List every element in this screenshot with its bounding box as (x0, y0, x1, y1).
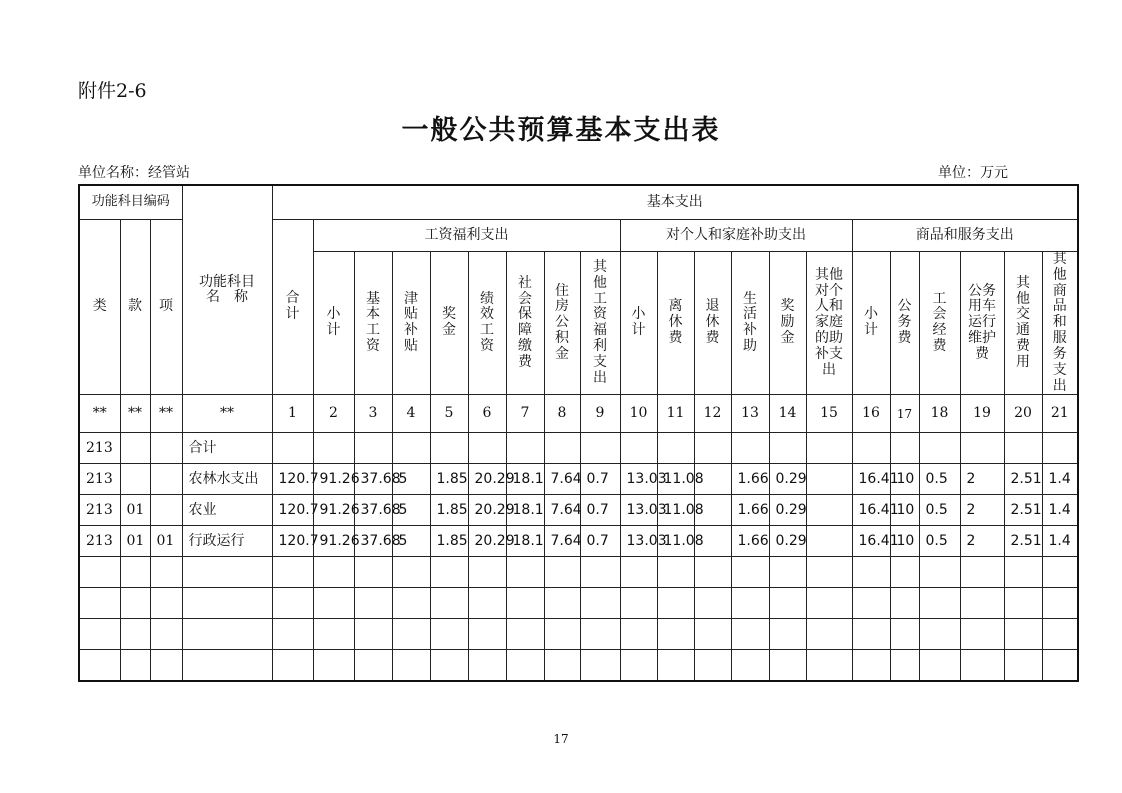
cell-value (806, 588, 852, 619)
cell-value: 5 (392, 526, 430, 557)
cell-value: 0.7 (580, 526, 620, 557)
cell-value (657, 433, 694, 464)
cell-lei: 213 (79, 464, 120, 495)
cell-value (960, 650, 1004, 682)
cell-kuan (120, 650, 150, 682)
header-personal-group: 对个人和家庭补助支出 (620, 220, 852, 252)
cell-value (468, 433, 506, 464)
header-housing: 住房公积金 (544, 252, 580, 395)
cell-value: 1.66 (731, 464, 769, 495)
header-perf-wage: 绩效工资 (468, 252, 506, 395)
index-cell: ** (150, 395, 182, 433)
cell-value: 120.7 (272, 495, 313, 526)
cell-value (919, 588, 960, 619)
cell-value (890, 588, 919, 619)
cell-value (852, 433, 890, 464)
cell-value (1004, 588, 1042, 619)
cell-xiang (150, 433, 182, 464)
cell-value (1042, 588, 1078, 619)
cell-lei: 213 (79, 433, 120, 464)
cell-xiang (150, 557, 182, 588)
cell-value (852, 650, 890, 682)
cell-lei (79, 588, 120, 619)
cell-value: 20.29 (468, 526, 506, 557)
cell-value: 1.4 (1042, 464, 1078, 495)
cell-value (806, 557, 852, 588)
cell-name (182, 588, 272, 619)
index-row (79, 395, 1078, 433)
cell-value: 7.64 (544, 495, 580, 526)
cell-value (731, 588, 769, 619)
header-other-personal: 其他对个人和家庭的助补支出 (806, 252, 852, 395)
cell-value: 0.29 (769, 495, 806, 526)
cell-value: 20.29 (468, 464, 506, 495)
cell-value: 11.08 (657, 464, 694, 495)
cell-value: 0.7 (580, 464, 620, 495)
cell-value (806, 495, 852, 526)
cell-value (960, 588, 1004, 619)
header-retire: 退休费 (694, 252, 731, 395)
header-bonus: 奖金 (430, 252, 468, 395)
cell-value (354, 433, 392, 464)
table-row (79, 650, 1078, 682)
cell-value: 2.51 (1004, 526, 1042, 557)
cell-value: 91.26 (313, 495, 354, 526)
header-reward: 奖励金 (769, 252, 806, 395)
cell-name (182, 650, 272, 682)
index-cell: 8 (544, 395, 580, 433)
cell-kuan: 01 (120, 526, 150, 557)
cell-value (769, 588, 806, 619)
header-transport: 其他交通费用 (1004, 252, 1042, 395)
cell-value (890, 557, 919, 588)
header-wage-subtotal: 小计 (313, 252, 354, 395)
cell-value: 0.29 (769, 464, 806, 495)
cell-value (506, 650, 544, 682)
cell-value: 1.4 (1042, 526, 1078, 557)
cell-value (430, 433, 468, 464)
cell-value: 120.7 (272, 464, 313, 495)
cell-kuan (120, 588, 150, 619)
index-cell: 12 (694, 395, 731, 433)
cell-value (392, 433, 430, 464)
cell-value (392, 650, 430, 682)
cell-value: 2 (960, 464, 1004, 495)
cell-value: 1.66 (731, 526, 769, 557)
cell-value (1042, 650, 1078, 682)
header-goods-group: 商品和服务支出 (852, 220, 1078, 252)
cell-value (506, 557, 544, 588)
index-cell: 14 (769, 395, 806, 433)
cell-value (313, 557, 354, 588)
cell-value: 7.64 (544, 526, 580, 557)
page-title: 一般公共预算基本支出表 (401, 115, 721, 146)
index-cell: 5 (430, 395, 468, 433)
cell-value (468, 650, 506, 682)
cell-value (852, 557, 890, 588)
cell-value: 16.41 (852, 495, 890, 526)
cell-value (1042, 433, 1078, 464)
cell-xiang (150, 619, 182, 650)
cell-name: 农林水支出 (182, 464, 272, 495)
cell-value: 91.26 (313, 464, 354, 495)
index-cell: 1 (272, 395, 313, 433)
cell-value (620, 557, 657, 588)
index-cell: 9 (580, 395, 620, 433)
cell-value: 0.5 (919, 526, 960, 557)
cell-value: 37.68 (354, 464, 392, 495)
table-row (79, 526, 1078, 557)
cell-value (1042, 619, 1078, 650)
cell-value (313, 433, 354, 464)
cell-value: 13.03 (620, 464, 657, 495)
cell-value (806, 464, 852, 495)
cell-xiang (150, 495, 182, 526)
index-cell: 17 (890, 395, 919, 433)
index-cell: ** (120, 395, 150, 433)
cell-kuan (120, 464, 150, 495)
table-row (79, 433, 1078, 464)
cell-value: 10 (890, 526, 919, 557)
cell-value (272, 557, 313, 588)
header-basic-wage: 基本工资 (354, 252, 392, 395)
cell-value (544, 433, 580, 464)
cell-value (392, 619, 430, 650)
header-basic: 基本支出 (272, 185, 1078, 220)
cell-value (919, 650, 960, 682)
cell-value (1004, 619, 1042, 650)
index-cell: 18 (919, 395, 960, 433)
cell-name: 合计 (182, 433, 272, 464)
cell-value: 0.5 (919, 464, 960, 495)
index-cell: 19 (960, 395, 1004, 433)
cell-value (544, 588, 580, 619)
index-cell: 15 (806, 395, 852, 433)
table-row (79, 557, 1078, 588)
header-total: 合计 (272, 220, 313, 395)
cell-value (580, 588, 620, 619)
cell-value (506, 619, 544, 650)
table-row (79, 588, 1078, 619)
cell-value (392, 588, 430, 619)
cell-value (890, 650, 919, 682)
cell-value (506, 433, 544, 464)
cell-value (1004, 650, 1042, 682)
cell-value (620, 650, 657, 682)
cell-name (182, 619, 272, 650)
cell-value (890, 619, 919, 650)
cell-xiang (150, 464, 182, 495)
table-row (79, 619, 1078, 650)
cell-value: 0.7 (580, 495, 620, 526)
cell-lei (79, 557, 120, 588)
cell-value: 13.03 (620, 495, 657, 526)
cell-value (852, 588, 890, 619)
header-wage-group: 工资福利支出 (313, 220, 620, 252)
index-cell: 4 (392, 395, 430, 433)
cell-value (544, 619, 580, 650)
cell-value (806, 526, 852, 557)
cell-value (430, 557, 468, 588)
cell-value (580, 557, 620, 588)
cell-value (468, 588, 506, 619)
cell-value (313, 650, 354, 682)
header-retire-away: 离休费 (657, 252, 694, 395)
cell-value (272, 433, 313, 464)
cell-value: 1.85 (430, 495, 468, 526)
cell-value (354, 619, 392, 650)
cell-value: 18.1 (506, 526, 544, 557)
cell-value: 18.1 (506, 464, 544, 495)
cell-kuan: 01 (120, 495, 150, 526)
cell-value (694, 433, 731, 464)
cell-value (806, 433, 852, 464)
cell-name (182, 557, 272, 588)
cell-xiang (150, 588, 182, 619)
cell-value (468, 619, 506, 650)
index-cell: 6 (468, 395, 506, 433)
attachment-label: 附件2-6 (78, 80, 147, 102)
cell-value (430, 588, 468, 619)
cell-value (960, 619, 1004, 650)
cell-value (919, 619, 960, 650)
cell-value (806, 619, 852, 650)
cell-value (544, 557, 580, 588)
cell-value (544, 650, 580, 682)
cell-value: 2.51 (1004, 464, 1042, 495)
cell-value (731, 433, 769, 464)
cell-value (506, 588, 544, 619)
cell-value (354, 650, 392, 682)
cell-value (852, 619, 890, 650)
cell-value (1004, 433, 1042, 464)
table-row (79, 464, 1078, 495)
cell-value: 2.51 (1004, 495, 1042, 526)
budget-table (78, 184, 1079, 682)
header-lei: 类 (79, 220, 120, 395)
cell-name: 行政运行 (182, 526, 272, 557)
cell-kuan (120, 433, 150, 464)
header-living: 生活补助 (731, 252, 769, 395)
header-goods-subtotal: 小计 (852, 252, 890, 395)
unit-name: 单位名称：经管站 (78, 165, 190, 181)
cell-value (354, 588, 392, 619)
cell-value (620, 588, 657, 619)
cell-value (313, 619, 354, 650)
cell-value (769, 557, 806, 588)
cell-lei: 213 (79, 495, 120, 526)
cell-value (919, 557, 960, 588)
cell-value (919, 433, 960, 464)
header-allowance: 津贴补贴 (392, 252, 430, 395)
cell-value: 120.7 (272, 526, 313, 557)
cell-value: 10 (890, 464, 919, 495)
cell-value (580, 650, 620, 682)
cell-value (392, 557, 430, 588)
header-personal-subtotal: 小计 (620, 252, 657, 395)
header-other-wage: 其他工资福利支出 (580, 252, 620, 395)
cell-value: 37.68 (354, 526, 392, 557)
index-cell: 3 (354, 395, 392, 433)
cell-value: 1.85 (430, 526, 468, 557)
cell-value: 7.64 (544, 464, 580, 495)
cell-value (430, 650, 468, 682)
cell-value: 0.29 (769, 526, 806, 557)
unit-label: 单位：万元 (938, 165, 1008, 181)
index-cell: 7 (506, 395, 544, 433)
header-office: 公务费 (890, 252, 919, 395)
cell-value (694, 557, 731, 588)
cell-value (272, 588, 313, 619)
cell-xiang (150, 650, 182, 682)
cell-value (620, 619, 657, 650)
cell-value (1004, 557, 1042, 588)
index-cell: 2 (313, 395, 354, 433)
cell-value (694, 650, 731, 682)
index-cell: 20 (1004, 395, 1042, 433)
cell-value: 11.08 (657, 495, 694, 526)
cell-value: 18.1 (506, 495, 544, 526)
cell-value: 16.41 (852, 526, 890, 557)
cell-lei (79, 650, 120, 682)
cell-kuan (120, 619, 150, 650)
cell-value (806, 650, 852, 682)
header-vehicle: 公务用车运行维护费 (960, 252, 1004, 395)
index-cell: 11 (657, 395, 694, 433)
cell-value (960, 557, 1004, 588)
cell-kuan (120, 557, 150, 588)
index-cell: ** (79, 395, 120, 433)
cell-value (694, 588, 731, 619)
cell-value (657, 619, 694, 650)
cell-value: 1.66 (731, 495, 769, 526)
cell-value: 1.85 (430, 464, 468, 495)
cell-value (769, 619, 806, 650)
cell-value (468, 557, 506, 588)
header-union: 工会经费 (919, 252, 960, 395)
cell-value (769, 433, 806, 464)
cell-value: 20.29 (468, 495, 506, 526)
cell-value: 91.26 (313, 526, 354, 557)
cell-value (694, 619, 731, 650)
cell-value (580, 433, 620, 464)
index-cell: 16 (852, 395, 890, 433)
cell-value (272, 650, 313, 682)
cell-value (430, 619, 468, 650)
cell-xiang: 01 (150, 526, 182, 557)
header-kuan: 款 (120, 220, 150, 395)
index-cell: ** (182, 395, 272, 433)
cell-value (731, 619, 769, 650)
cell-value (1042, 557, 1078, 588)
header-code-group: 功能科目编码 (79, 185, 182, 220)
cell-value (657, 557, 694, 588)
cell-value (960, 433, 1004, 464)
cell-value: 0.5 (919, 495, 960, 526)
cell-value (580, 619, 620, 650)
data-rows (79, 433, 1078, 682)
cell-value (769, 650, 806, 682)
cell-value: 37.68 (354, 495, 392, 526)
cell-lei (79, 619, 120, 650)
header-other-goods: 其他商品和服务支出 (1042, 252, 1078, 395)
cell-value (731, 650, 769, 682)
cell-value: 5 (392, 495, 430, 526)
cell-value: 10 (890, 495, 919, 526)
cell-value: 11.08 (657, 526, 694, 557)
cell-value: 1.4 (1042, 495, 1078, 526)
cell-value: 2 (960, 495, 1004, 526)
cell-value: 13.03 (620, 526, 657, 557)
cell-value (657, 650, 694, 682)
index-cell: 21 (1042, 395, 1078, 433)
cell-value: 16.41 (852, 464, 890, 495)
cell-value (272, 619, 313, 650)
cell-value (890, 433, 919, 464)
cell-name: 农业 (182, 495, 272, 526)
table-row (79, 495, 1078, 526)
cell-value (620, 433, 657, 464)
cell-value: 5 (392, 464, 430, 495)
cell-value: 2 (960, 526, 1004, 557)
page-number: 17 (553, 732, 569, 746)
cell-value (313, 588, 354, 619)
index-cell: 13 (731, 395, 769, 433)
header-xiang: 项 (150, 220, 182, 395)
header-social: 社会保障缴费 (506, 252, 544, 395)
index-cell: 10 (620, 395, 657, 433)
header-func-name: 功能科目名 称 (182, 185, 272, 395)
cell-value (731, 557, 769, 588)
cell-lei: 213 (79, 526, 120, 557)
cell-value (657, 588, 694, 619)
cell-value (354, 557, 392, 588)
